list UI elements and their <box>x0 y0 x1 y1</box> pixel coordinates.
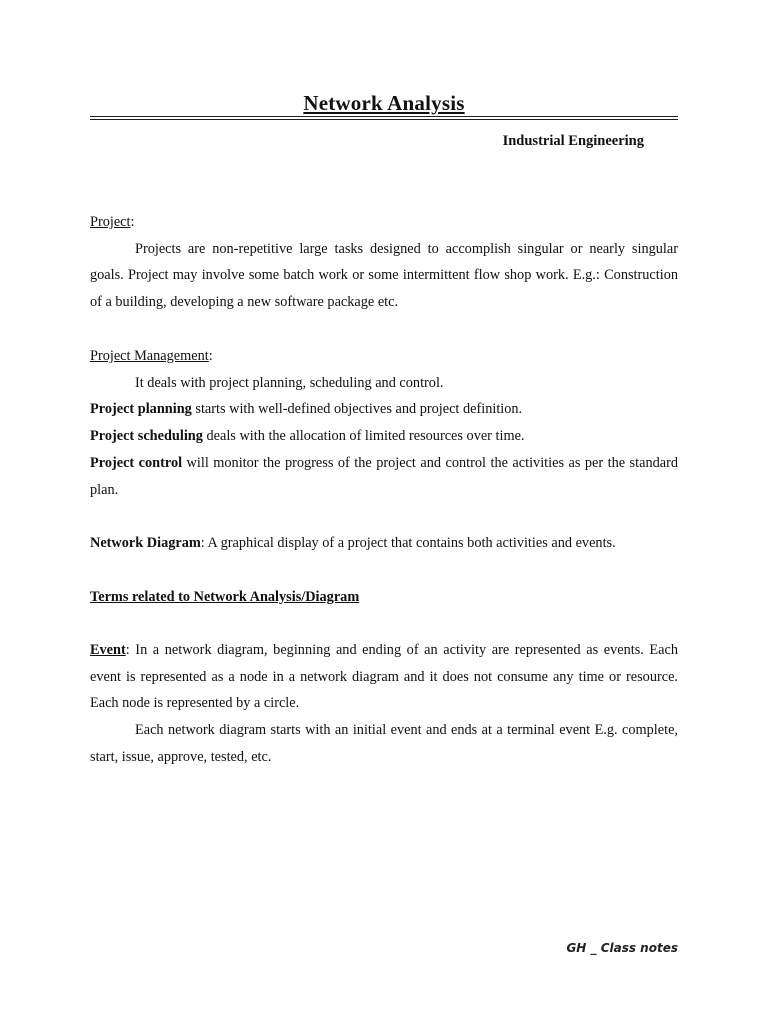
event-text: : In a network diagram, beginning and ending of an activity are represented as events. Each event is represented as a node in a network diagram and it does not consume any time or resource. Each node is represented by a circle. <box>90 642 678 712</box>
project-planning-text: starts with well-defined objectives and project definition. <box>191 401 523 418</box>
network-diagram-line <box>90 530 678 557</box>
network-diagram-text: : A graphical display of a project that contains both activities and events. <box>200 535 616 551</box>
project-control-text: will monitor the progress of the project and control the activities as per the standard plan. <box>90 454 678 498</box>
project-management-heading-line <box>90 343 678 370</box>
project-management-heading: Project Management <box>90 348 209 364</box>
event-paragraph-2: Each network diagram starts with an initial event and ends at a terminal event E.g. complete, start, issue, approve, tested, etc. <box>90 722 678 765</box>
project-control-term: Project control <box>90 454 183 471</box>
network-diagram-section <box>90 530 678 557</box>
project-planning-line <box>90 396 678 423</box>
project-management-heading-colon: : <box>208 348 213 364</box>
event-section <box>90 637 678 771</box>
project-management-intro: It deals with project planning, scheduling and control. <box>135 374 444 391</box>
network-diagram-term: Network Diagram <box>90 535 201 551</box>
project-heading-colon: : <box>130 214 135 230</box>
project-scheduling-term: Project scheduling <box>90 428 203 445</box>
project-control-paragraph <box>90 450 678 503</box>
project-heading-line <box>90 209 678 236</box>
project-planning-term: Project planning <box>90 401 192 418</box>
terms-heading: Terms related to Network Analysis/Diagram <box>90 589 360 605</box>
project-paragraph: Projects are non-repetitive large tasks designed to accomplish singular or nearly singular goals. Project may involve some batch work or some intermittent flow shop work. E.g.: Construction of a building, developing a new software package etc. <box>90 240 678 311</box>
title-rule-bottom <box>90 119 678 120</box>
title-block <box>90 91 678 116</box>
event-paragraph <box>90 637 678 717</box>
project-scheduling-text: deals with the allocation of limited resources over time. <box>202 428 525 445</box>
project-scheduling-line <box>90 423 678 450</box>
project-heading: Project <box>90 214 131 230</box>
project-management-section <box>90 343 678 503</box>
terms-section <box>90 584 678 611</box>
title-rule-top <box>90 116 678 117</box>
page-title: Network Analysis <box>303 91 465 115</box>
project-section <box>90 209 678 316</box>
page-subtitle: Industrial Engineering <box>502 133 644 149</box>
footer-label: GH _ Class notes <box>566 941 678 955</box>
event-term: Event <box>90 642 126 658</box>
